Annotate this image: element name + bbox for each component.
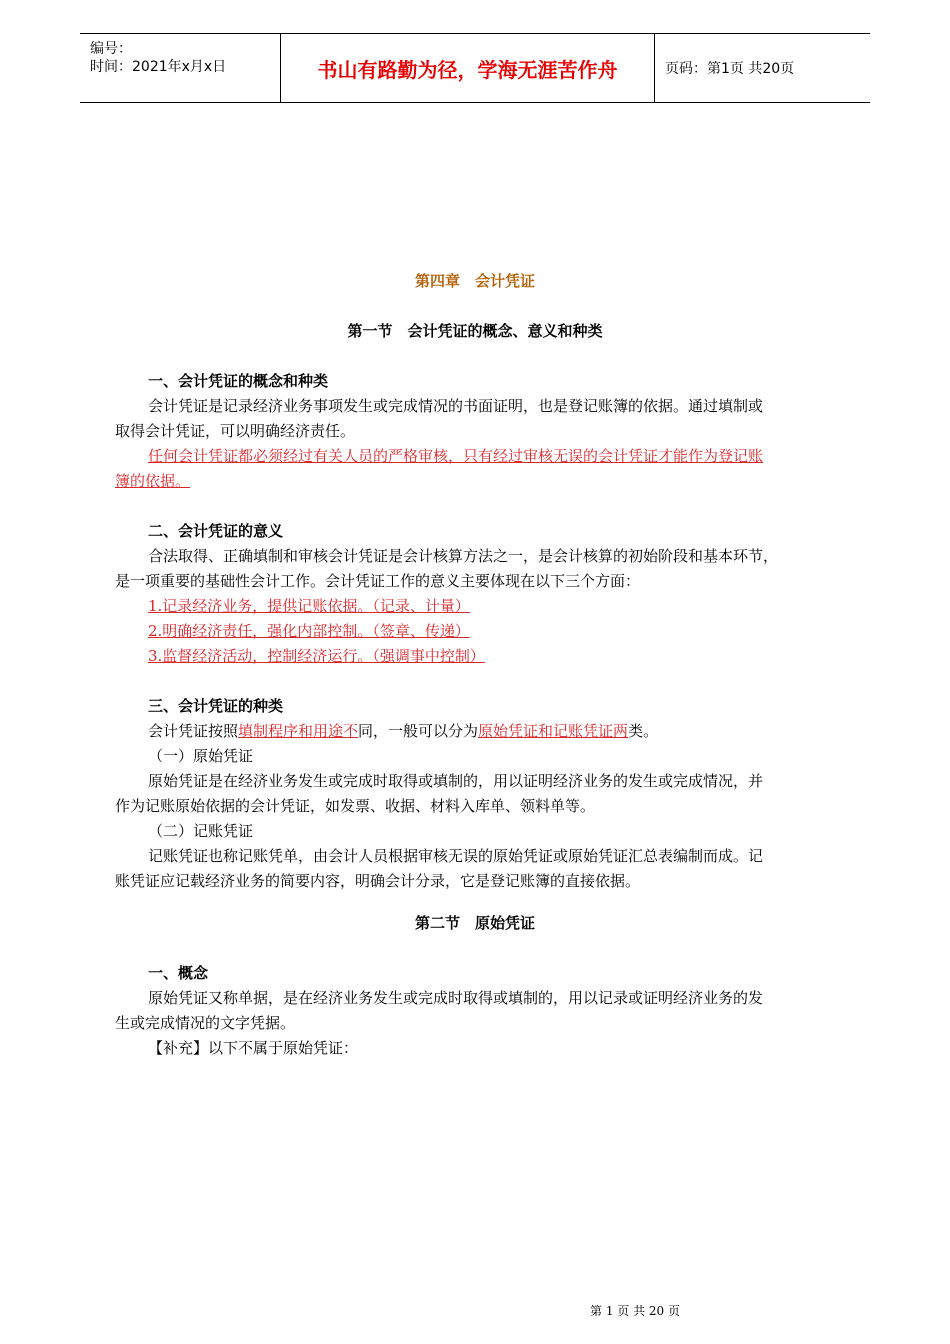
header-table (80, 33, 870, 103)
list-item-1: 1.记录经济业务，提供记账依据。（记录、计量） (148, 597, 470, 615)
heading-2: 二、会计凭证的意义 (148, 522, 284, 540)
page-code: 页码：第1页 共20页 (665, 61, 795, 77)
time-label: 时间：2021年x月x日 (90, 59, 227, 75)
supplement-note: 【补充】以下不属于原始凭证： (148, 1039, 359, 1057)
paragraph-7-line-2: 生或完成情况的文字凭据。 (115, 1014, 296, 1032)
paragraph-2-line-2: 簿的依据。 (115, 472, 191, 490)
paragraph-3-line-1: 合法取得、正确填制和审核会计凭证是会计核算方法之一，是会计核算的初始阶段和基本环节， (148, 547, 779, 565)
section2-title: 第二节 原始凭证 (414, 914, 535, 932)
number-label: 编号： (90, 41, 132, 57)
paragraph-1-line-2: 取得会计凭证，可以明确经济责任。 (115, 422, 356, 440)
subheading-2: （二）记账凭证 (148, 822, 254, 840)
subheading-1: （一）原始凭证 (148, 747, 254, 765)
header-motto-cell (281, 34, 655, 102)
heading-1: 一、会计凭证的概念和种类 (148, 372, 329, 390)
paragraph-4-part-c: 同，一般可以分为 (358, 722, 479, 740)
list-item-2: 2.明确经济责任，强化内部控制。（签章、传递） (148, 622, 470, 640)
paragraph-4 (148, 720, 658, 742)
paragraph-3-line-2: 是一项重要的基础性会计工作。会计凭证工作的意义主要体现在以下三个方面： (115, 572, 641, 590)
paragraph-5-line-2: 作为记账原始依据的会计凭证，如发票、收据、材料入库单、领料单等。 (115, 797, 596, 815)
list-item-3: 3.监督经济活动，控制经济运行。（强调事中控制） (148, 647, 485, 665)
paragraph-4-highlight-2: 原始凭证和记账凭证两 (478, 722, 629, 740)
page-footer: 第 1 页 共 20 页 (590, 1304, 680, 1318)
heading-3: 三、会计凭证的种类 (148, 697, 284, 715)
heading-4: 一、概念 (148, 964, 209, 982)
paragraph-6-line-2: 账凭证应记载经济业务的简要内容，明确会计分录，它是登记账簿的直接依据。 (115, 872, 641, 890)
paragraph-6-line-1: 记账凭证也称记账凭单，由会计人员根据审核无误的原始凭证或原始凭证汇总表编制而成。记 (148, 847, 764, 865)
paragraph-4-part-a: 会计凭证按照 (148, 722, 239, 740)
chapter-title: 第四章 会计凭证 (414, 272, 535, 290)
paragraph-4-highlight-1: 填制程序和用途不 (238, 722, 359, 740)
header-left-cell (80, 34, 281, 102)
paragraph-4-part-e: 类。 (628, 722, 659, 740)
header-page-cell (655, 34, 870, 102)
paragraph-2-line-1: 任何会计凭证都必须经过有关人员的严格审核，只有经过审核无误的会计凭证才能作为登记账 (148, 447, 764, 465)
section1-title: 第一节 会计凭证的概念、意义和种类 (347, 322, 603, 340)
motto-text: 书山有路勤为径，学海无涯苦作舟 (317, 57, 618, 82)
paragraph-1-line-1: 会计凭证是记录经济业务事项发生或完成情况的书面证明，也是登记账簿的依据。通过填制或 (148, 397, 764, 415)
paragraph-7-line-1: 原始凭证又称单据，是在经济业务发生或完成时取得或填制的，用以记录或证明经济业务的发 (148, 989, 764, 1007)
paragraph-5-line-1: 原始凭证是在经济业务发生或完成时取得或填制的，用以证明经济业务的发生或完成情况，并 (148, 772, 764, 790)
